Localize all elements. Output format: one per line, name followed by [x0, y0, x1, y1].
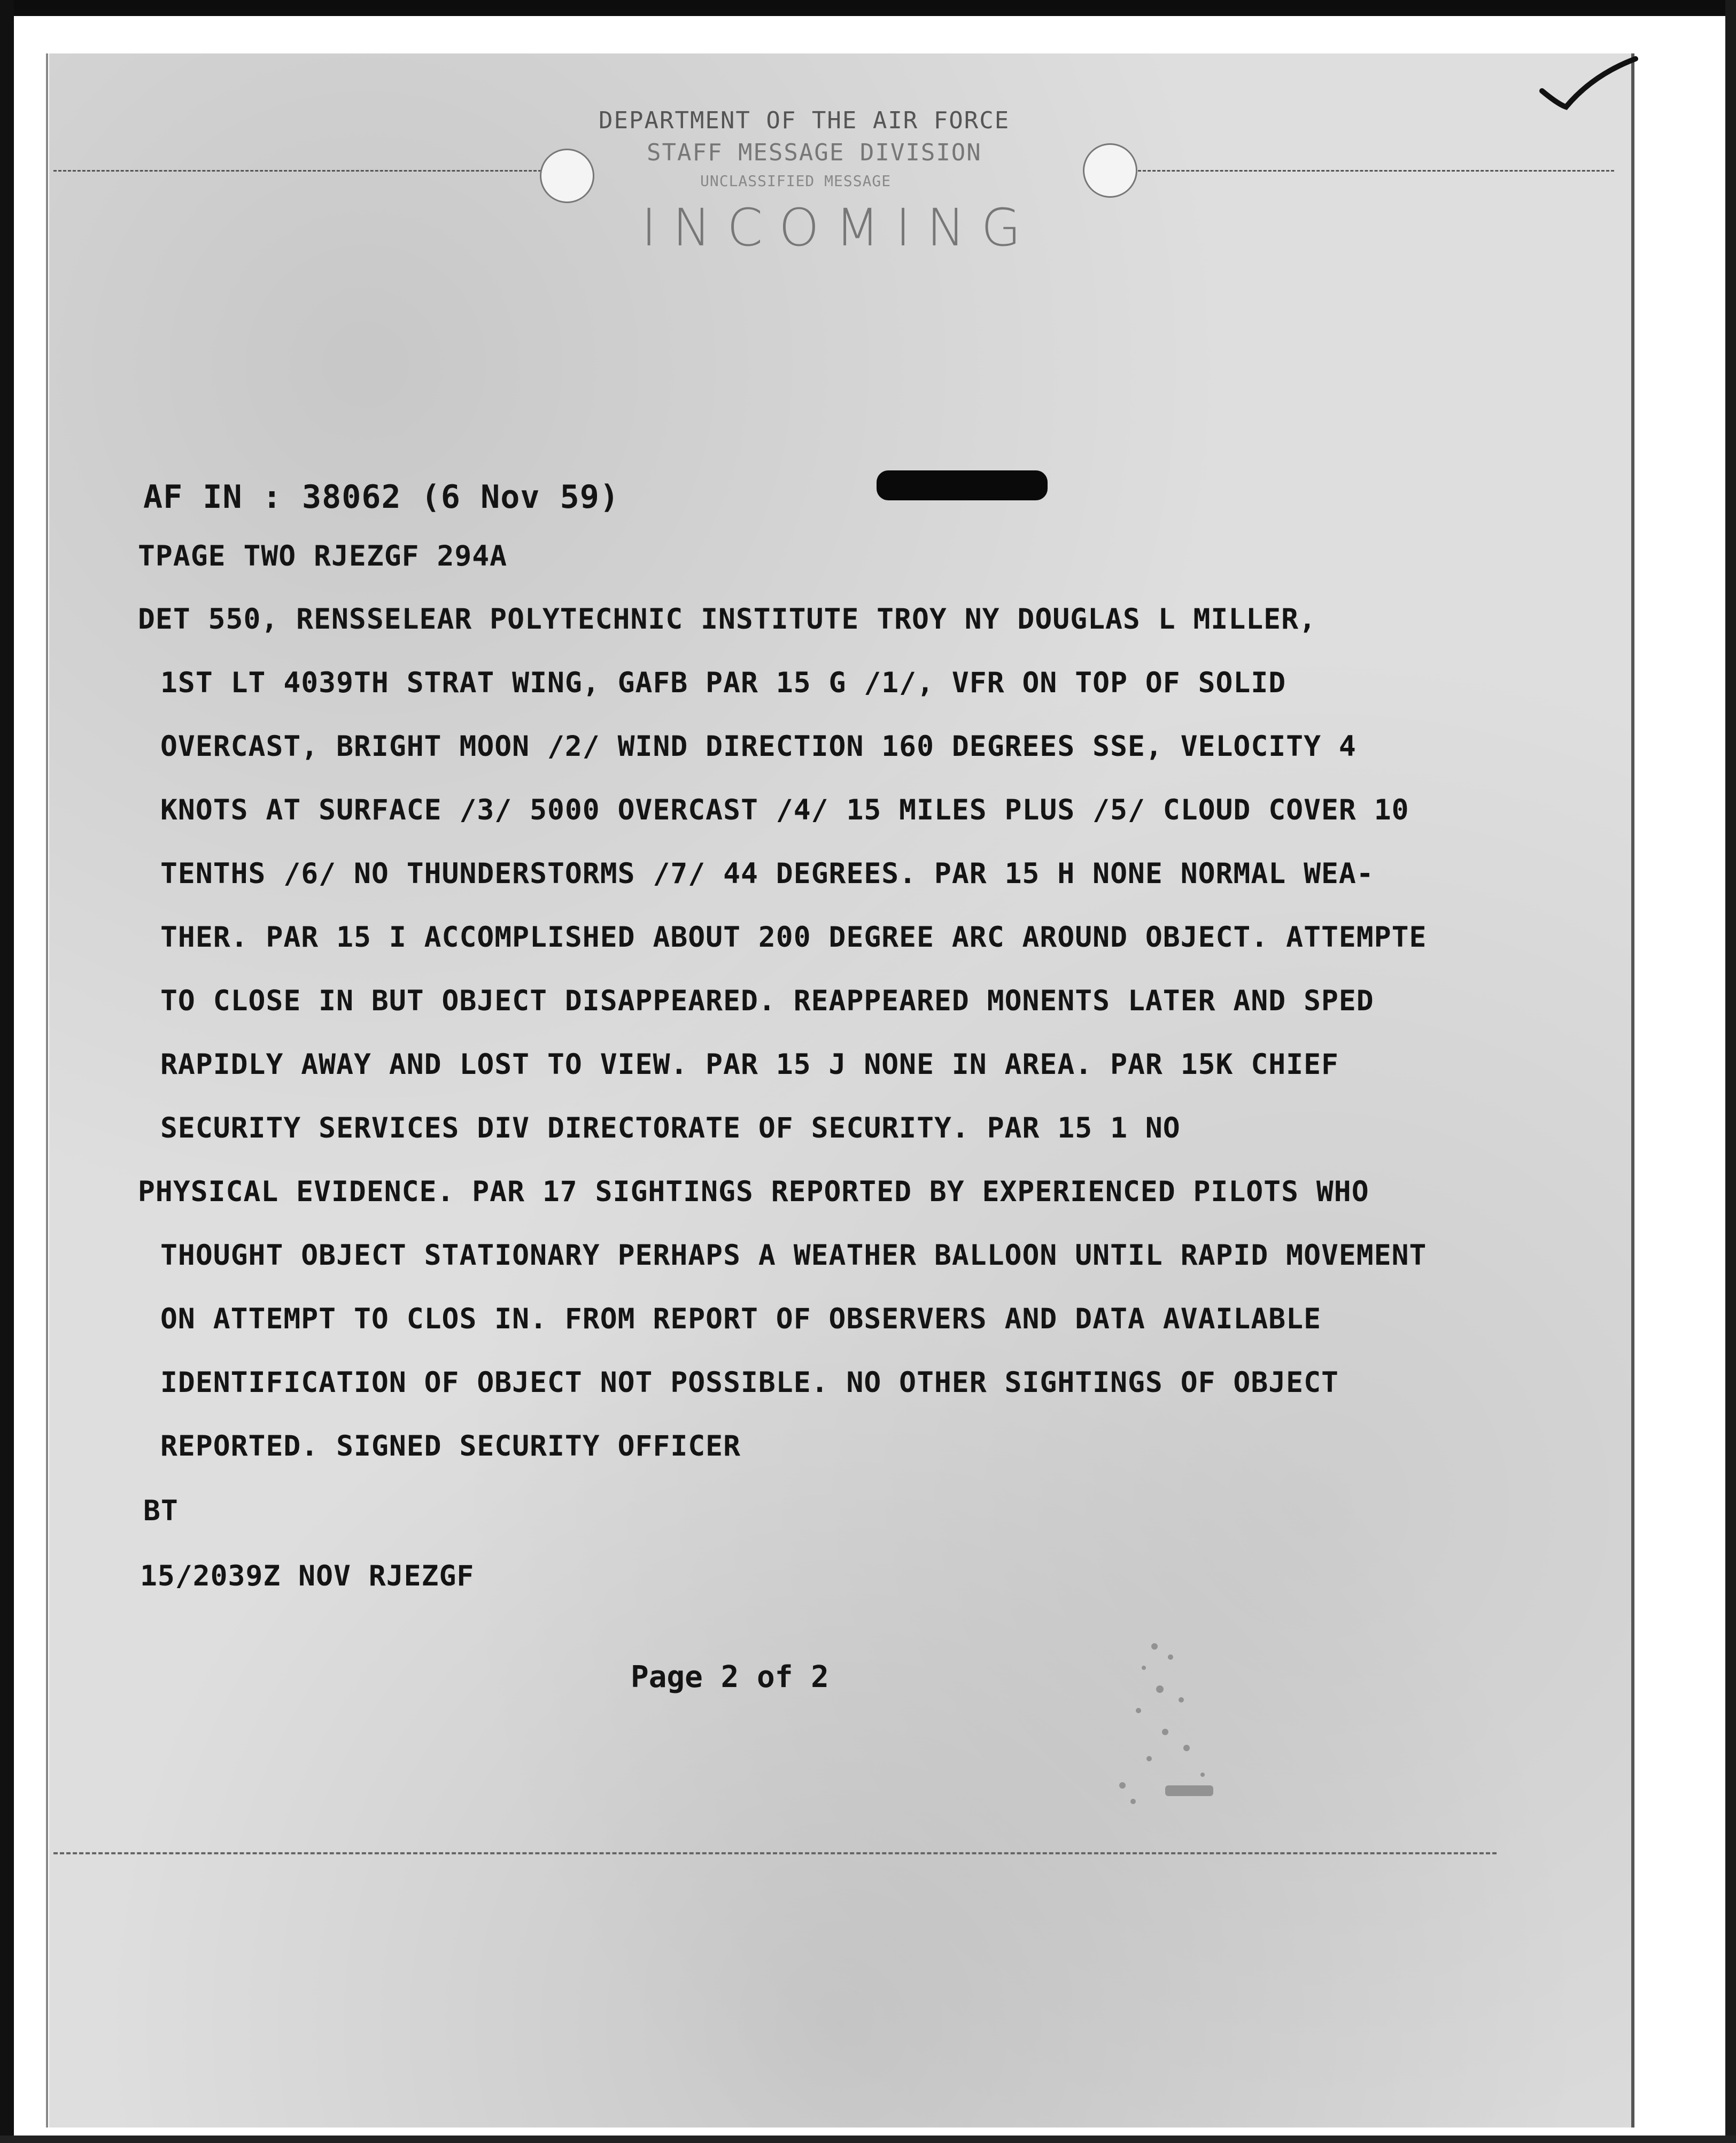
body-line: TO CLOSE IN BUT OBJECT DISAPPEARED. REAPPEARED MONENTS LATER AND SPED	[160, 985, 1374, 1017]
paper-edge-left	[46, 53, 48, 2127]
paper-edge-right	[1631, 53, 1634, 2127]
body-line: THOUGHT OBJECT STATIONARY PERHAPS A WEATHER BALLOON UNTIL RAPID MOVEMENT	[160, 1239, 1427, 1272]
body-line: REPORTED. SIGNED SECURITY OFFICER	[160, 1430, 741, 1463]
header-division: STAFF MESSAGE DIVISION	[647, 139, 982, 166]
scan-border-top	[0, 0, 1736, 16]
perforation-line-bottom	[53, 1852, 1497, 1854]
body-line: THER. PAR 15 I ACCOMPLISHED ABOUT 200 DEGREE ARC AROUND OBJECT. ATTEMPTE	[160, 921, 1427, 954]
punch-hole-right	[1083, 143, 1137, 198]
scan-border-bottom	[0, 2136, 1736, 2143]
faded-stamp-icon	[1080, 1625, 1261, 1850]
body-line: IDENTIFICATION OF OBJECT NOT POSSIBLE. NO OTHER SIGHTINGS OF OBJECT	[160, 1366, 1339, 1399]
body-line: TENTHS /6/ NO THUNDERSTORMS /7/ 44 DEGREES. PAR 15 H NONE NORMAL WEA-	[160, 857, 1374, 890]
header-classification: UNCLASSIFIED MESSAGE	[700, 172, 892, 190]
body-line: RAPIDLY AWAY AND LOST TO VIEW. PAR 15 J NONE IN AREA. PAR 15K CHIEF	[160, 1048, 1339, 1081]
af-in-number: AF IN : 38062 (6 Nov 59)	[143, 478, 619, 516]
page-two-routing: TPAGE TWO RJEZGF 294A	[138, 540, 508, 573]
body-line: KNOTS AT SURFACE /3/ 5000 OVERCAST /4/ 15 MILES PLUS /5/ CLOUD COVER 10	[160, 794, 1409, 826]
body-line: 1ST LT 4039TH STRAT WING, GAFB PAR 15 G /1/, VFR ON TOP OF SOLID	[160, 667, 1286, 699]
redaction-mark	[877, 470, 1048, 500]
break-marker: BT	[143, 1495, 179, 1527]
paper-sheet	[49, 53, 1631, 2127]
checkmark-icon	[1534, 53, 1641, 118]
body-line: OVERCAST, BRIGHT MOON /2/ WIND DIRECTION 160 DEGREES SSE, VELOCITY 4	[160, 730, 1357, 763]
header-department: DEPARTMENT OF THE AIR FORCE	[599, 107, 1010, 134]
scan-border-left	[0, 0, 14, 2143]
body-line: DET 550, RENSSELEAR POLYTECHNIC INSTITUTE TROY NY DOUGLAS L MILLER,	[138, 603, 1316, 636]
header-incoming: INCOMING	[641, 198, 1037, 258]
page-number: Page 2 of 2	[631, 1660, 829, 1695]
perforation-line-right	[1133, 170, 1614, 172]
body-line: PHYSICAL EVIDENCE. PAR 17 SIGHTINGS REPORTED BY EXPERIENCED PILOTS WHO	[138, 1175, 1369, 1208]
body-line: ON ATTEMPT TO CLOS IN. FROM REPORT OF OBSERVERS AND DATA AVAILABLE	[160, 1303, 1321, 1335]
date-time-group: 15/2039Z NOV RJEZGF	[140, 1560, 475, 1592]
scan-border-right	[1725, 0, 1736, 2143]
perforation-line-left	[53, 170, 556, 172]
body-line: SECURITY SERVICES DIV DIRECTORATE OF SECURITY. PAR 15 1 NO	[160, 1112, 1181, 1144]
punch-hole-left	[540, 149, 594, 203]
